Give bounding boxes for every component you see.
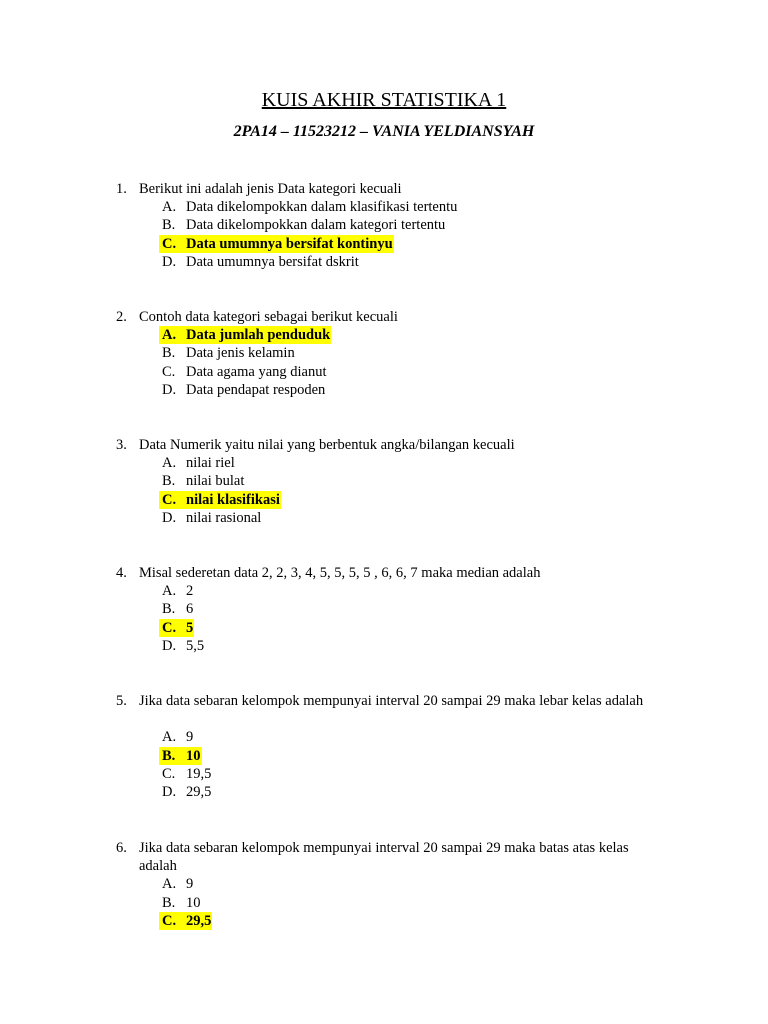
question-text: Jika data sebaran kelompok mempunyai interval 20 sampai 29 maka batas atas kelas adalah	[139, 840, 629, 875]
option-text: Data jumlah penduduk	[186, 327, 331, 344]
option-text: 19,5	[186, 765, 212, 782]
option-letter: D.	[162, 381, 177, 398]
option-text: 2	[186, 583, 194, 600]
option-text: nilai riel	[186, 455, 235, 472]
question-number: 2.	[116, 309, 127, 325]
option-text: 5,5	[186, 637, 205, 654]
answer-option	[0, 216, 768, 234]
question-number: 3.	[116, 437, 127, 453]
question-text: Contoh data kategori sebagai berikut kecuali	[139, 309, 398, 325]
answer-option	[0, 637, 768, 655]
option-letter: A.	[162, 455, 177, 472]
question-text: Data Numerik yaitu nilai yang berbentuk angka/bilangan kecuali	[139, 437, 515, 453]
option-letter: C.	[162, 912, 177, 929]
option-text: 6	[186, 601, 194, 618]
option-text: 9	[186, 729, 194, 746]
option-letter: C.	[162, 363, 176, 380]
answer-option	[0, 253, 768, 271]
option-letter: C.	[162, 491, 177, 508]
option-text: Data umumnya bersifat kontinyu	[186, 235, 393, 252]
answer-option-selected	[0, 326, 768, 344]
option-letter: A.	[162, 729, 177, 746]
answer-option-selected	[0, 619, 768, 637]
option-letter: B.	[162, 894, 176, 911]
answer-option	[0, 381, 768, 399]
option-letter: D.	[162, 253, 177, 270]
answer-option	[0, 582, 768, 600]
question-number: 6.	[116, 840, 127, 856]
answer-option-selected	[0, 235, 768, 253]
option-letter: B.	[162, 601, 176, 618]
option-text: 10	[186, 747, 201, 764]
option-text: 10	[186, 894, 201, 911]
option-text: 5	[186, 619, 194, 636]
answer-option-selected	[0, 912, 768, 930]
answer-option	[0, 509, 768, 527]
option-text: nilai klasifikasi	[186, 491, 280, 508]
question-number: 4.	[116, 565, 127, 581]
option-letter: B.	[162, 473, 176, 490]
answer-option	[0, 894, 768, 912]
option-text: 9	[186, 876, 194, 893]
option-text: Data dikelompokkan dalam klasifikasi tertentu	[186, 199, 458, 216]
option-text: Data dikelompokkan dalam kategori tertentu	[186, 217, 446, 234]
answer-option-selected	[0, 747, 768, 765]
answer-option	[0, 875, 768, 893]
option-letter: A.	[162, 583, 177, 600]
question-number: 1.	[116, 181, 127, 197]
option-text: Data jenis kelamin	[186, 345, 295, 362]
question-text: Misal sederetan data 2, 2, 3, 4, 5, 5, 5, 5 , 6, 6, 7 maka median adalah	[139, 565, 541, 581]
answer-option	[0, 454, 768, 472]
answer-option	[0, 728, 768, 746]
option-text: nilai rasional	[186, 509, 262, 526]
option-letter: C.	[162, 619, 177, 636]
answer-option	[0, 344, 768, 362]
option-text: 29,5	[186, 912, 212, 929]
option-text: 29,5	[186, 784, 212, 800]
answer-option	[0, 198, 768, 216]
answer-option	[0, 783, 768, 801]
option-text: Data pendapat respoden	[186, 381, 326, 398]
answer-option	[0, 363, 768, 381]
answer-option-selected	[0, 491, 768, 509]
answer-option	[0, 765, 768, 783]
option-letter: B.	[162, 747, 176, 764]
answer-option	[0, 472, 768, 490]
option-text: Data agama yang dianut	[186, 363, 327, 380]
option-letter: D.	[162, 509, 177, 526]
question-text: Berikut ini adalah jenis Data kategori kecuali	[139, 181, 402, 197]
page-subtitle: 2PA14 – 11523212 – VANIA YELDIANSYAH	[233, 123, 535, 140]
option-letter: C.	[162, 765, 176, 782]
option-letter: B.	[162, 217, 176, 234]
option-text: nilai bulat	[186, 473, 245, 490]
option-letter: D.	[162, 637, 177, 654]
option-letter: A.	[162, 876, 177, 893]
option-letter: A.	[162, 199, 177, 216]
answer-option	[0, 600, 768, 618]
option-letter: D.	[162, 784, 177, 800]
option-letter: A.	[162, 327, 177, 344]
question-text: Jika data sebaran kelompok mempunyai interval 20 sampai 29 maka lebar kelas adalah	[139, 693, 644, 709]
option-letter: C.	[162, 235, 177, 252]
page-title: KUIS AKHIR STATISTIKA 1	[261, 89, 507, 111]
option-text: Data umumnya bersifat dskrit	[186, 253, 359, 270]
option-letter: B.	[162, 345, 176, 362]
question-number: 5.	[116, 693, 127, 709]
